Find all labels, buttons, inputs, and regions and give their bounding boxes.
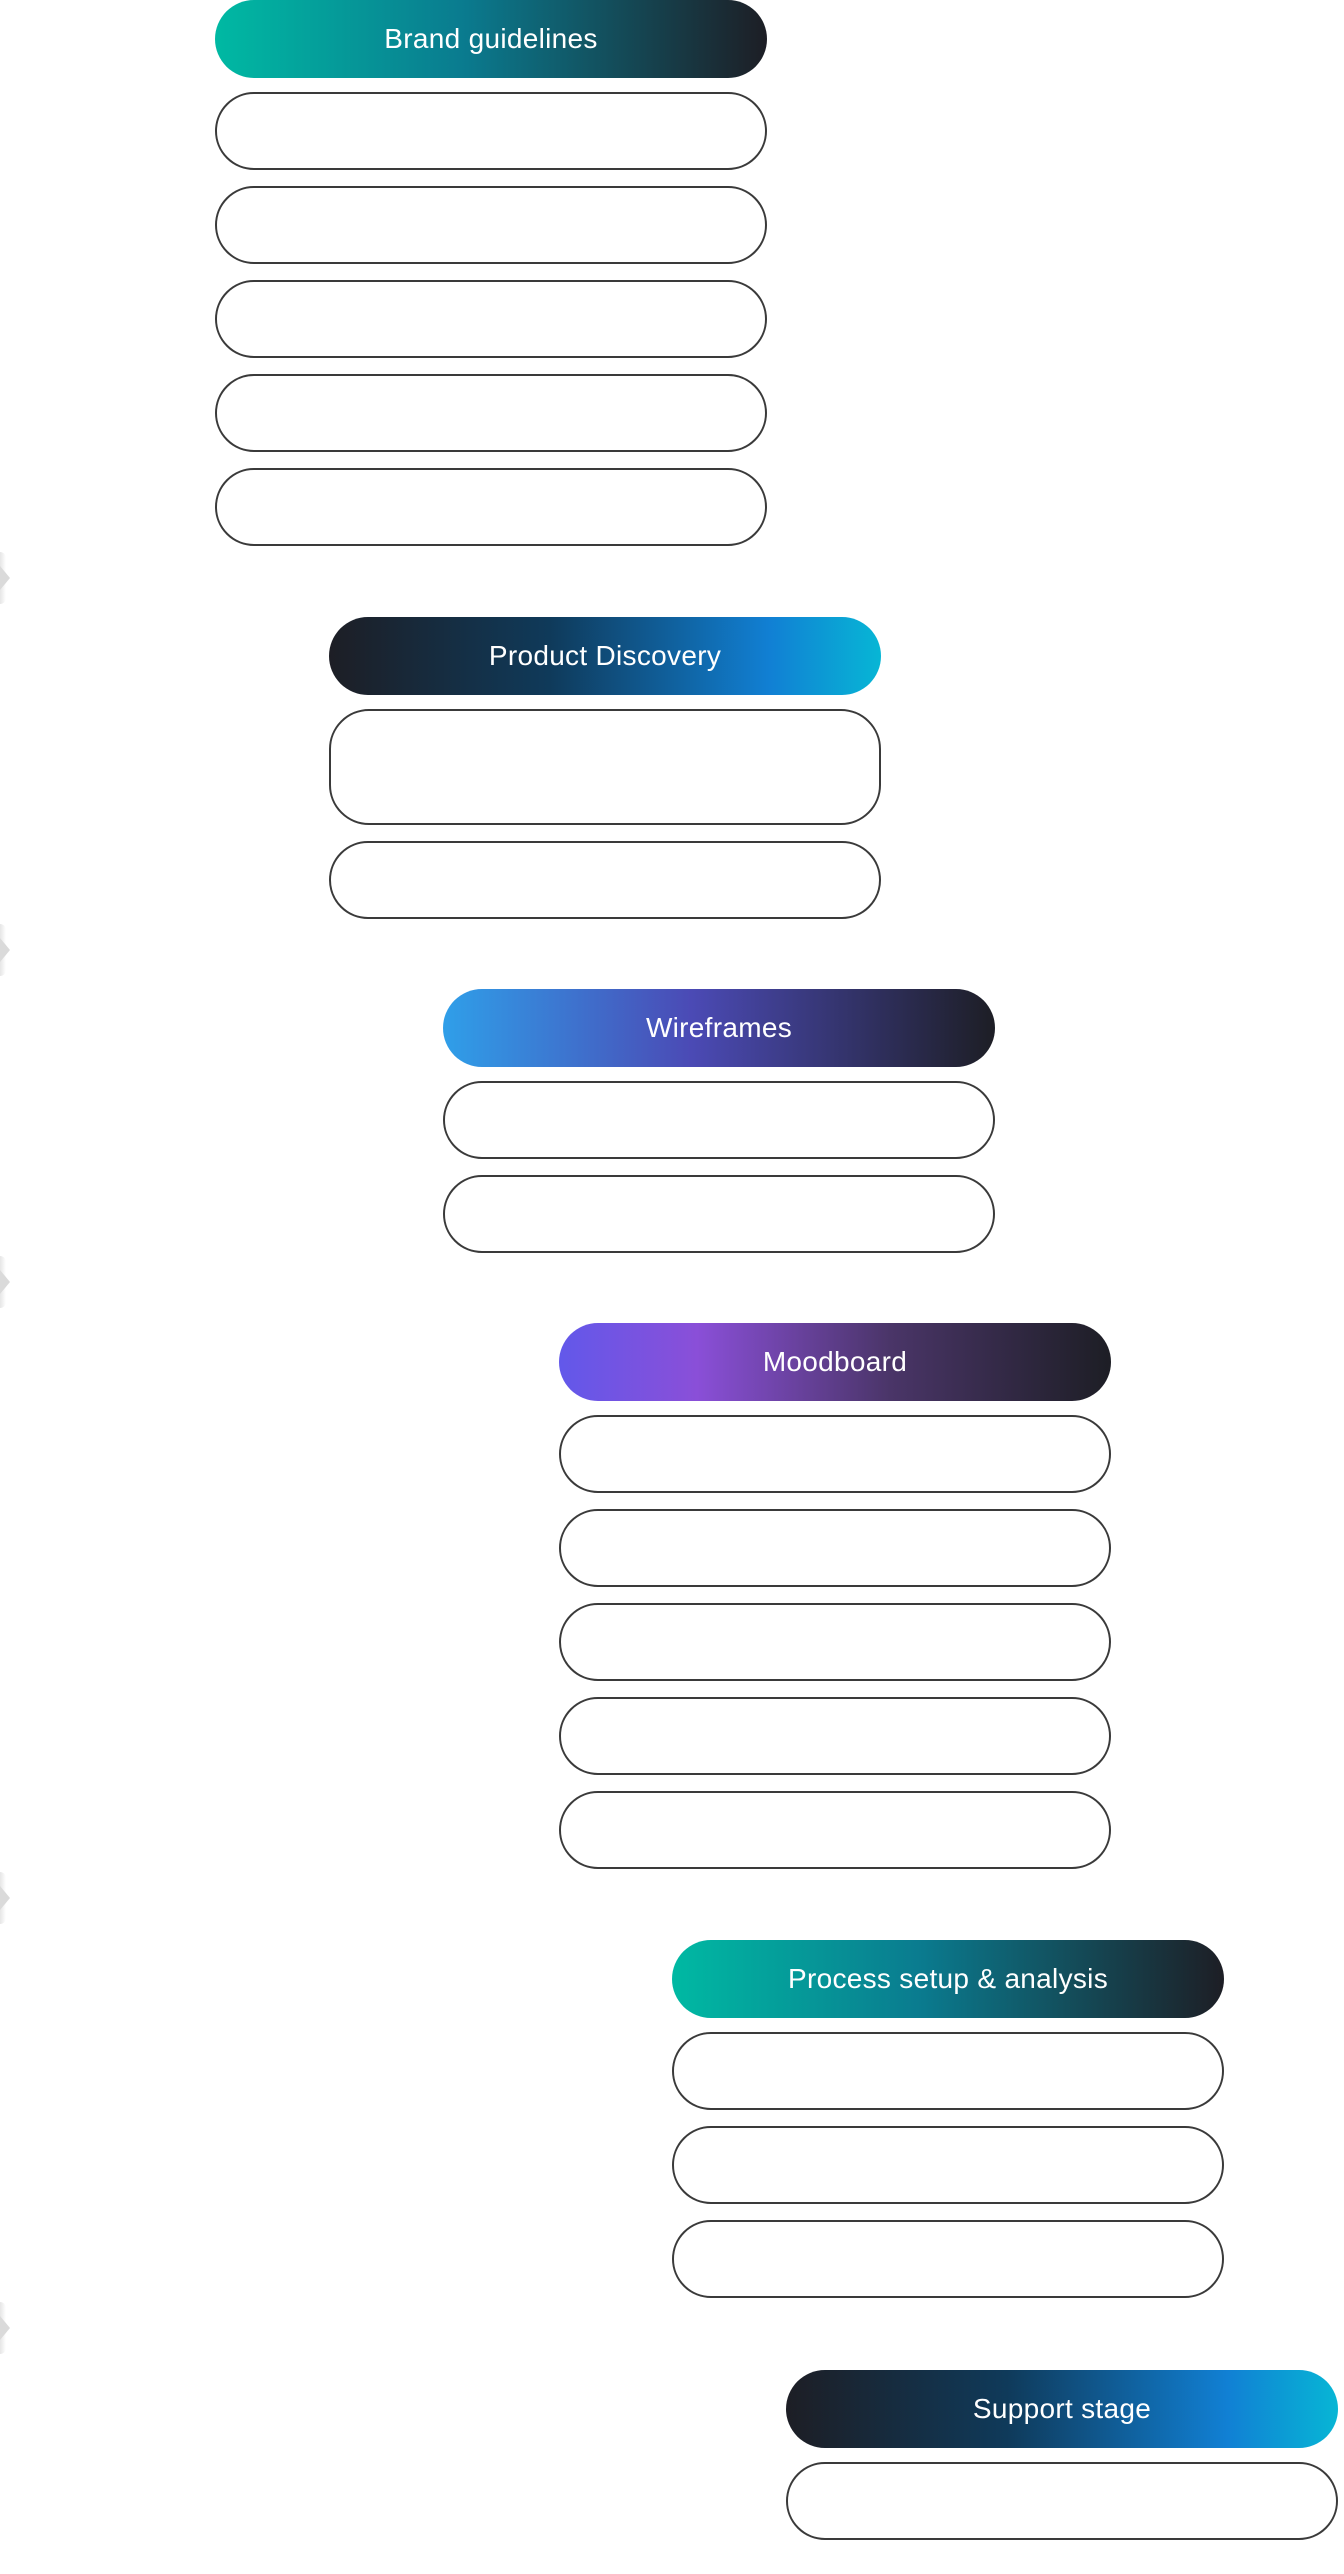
stage-item[interactable] — [559, 1791, 1111, 1869]
stage-title: Brand guidelines — [384, 23, 598, 54]
stage-item[interactable] — [559, 1415, 1111, 1493]
stage-item[interactable] — [559, 1509, 1111, 1587]
timeline-marker — [0, 2302, 6, 2354]
stage-product-discovery — [329, 617, 881, 935]
stage-header[interactable] — [329, 617, 881, 695]
stage-header[interactable] — [215, 0, 767, 78]
stage-title: Product Discovery — [488, 640, 722, 671]
stage-item[interactable] — [559, 1697, 1111, 1775]
stage-wireframes — [443, 989, 995, 1269]
stage-item[interactable] — [443, 1081, 995, 1159]
stage-item[interactable] — [672, 2220, 1224, 2298]
stage-moodboard — [559, 1323, 1111, 1885]
timeline-marker — [0, 1872, 6, 1924]
stage-header[interactable] — [559, 1323, 1111, 1401]
stage-item[interactable] — [672, 2126, 1224, 2204]
stage-item[interactable] — [443, 1175, 995, 1253]
stage-title: Wireframes — [645, 1012, 793, 1043]
stage-header[interactable] — [672, 1940, 1224, 2018]
stage-item[interactable] — [329, 841, 881, 919]
stage-item[interactable] — [215, 374, 767, 452]
stage-item[interactable] — [329, 709, 881, 825]
stage-item[interactable] — [786, 2462, 1338, 2540]
timeline-marker — [0, 552, 6, 604]
stage-item[interactable] — [215, 92, 767, 170]
stage-item[interactable] — [215, 280, 767, 358]
stage-process-setup — [672, 1940, 1224, 2314]
stage-header[interactable] — [786, 2370, 1338, 2448]
timeline-marker — [0, 1256, 6, 1308]
stage-item[interactable] — [215, 468, 767, 546]
stage-title: Moodboard — [762, 1346, 908, 1377]
timeline-marker — [0, 924, 6, 976]
stage-item[interactable] — [672, 2032, 1224, 2110]
stage-item[interactable] — [559, 1603, 1111, 1681]
stage-support — [786, 2370, 1338, 2556]
stage-title: Support stage — [972, 2393, 1152, 2424]
stage-title: Process setup & analysis — [787, 1963, 1108, 1994]
stage-brand-guidelines — [215, 0, 767, 562]
stage-item[interactable] — [215, 186, 767, 264]
stage-header[interactable] — [443, 989, 995, 1067]
